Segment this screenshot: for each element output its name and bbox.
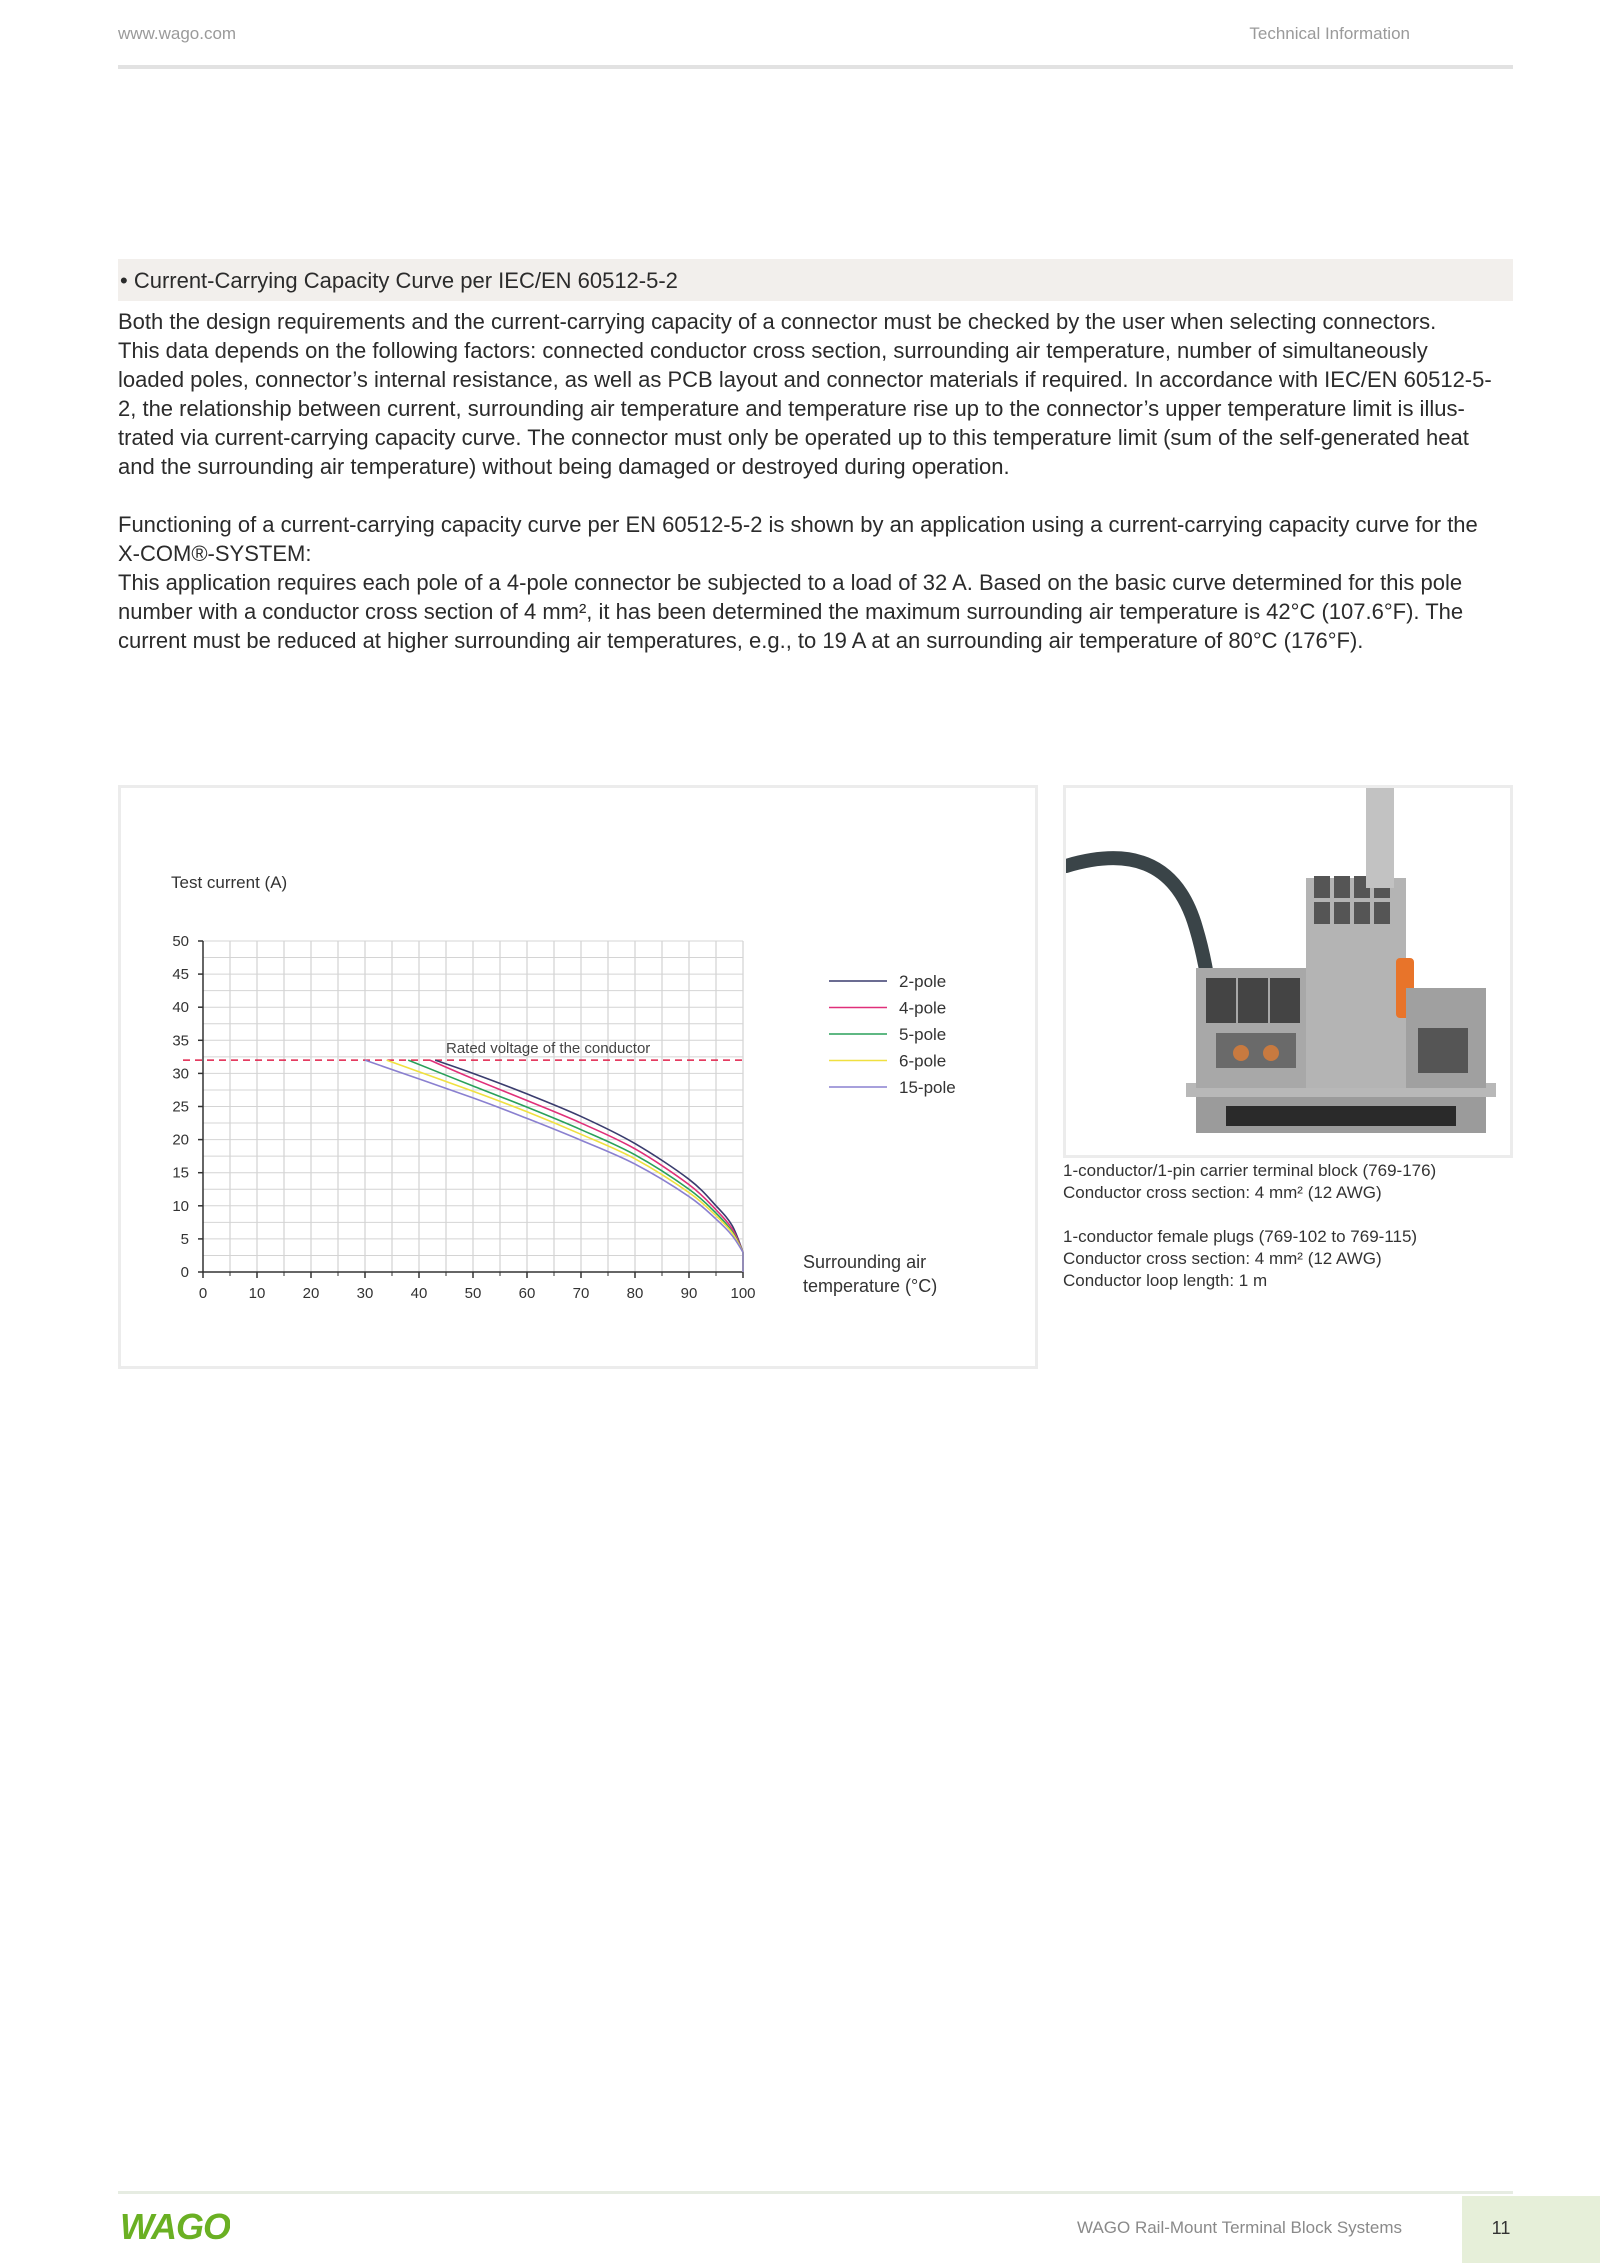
y-tick-label: 50 <box>172 933 189 950</box>
footer-publication-title: WAGO Rail-Mount Terminal Block Systems <box>1077 2218 1402 2237</box>
chart-x-axis-label-line2: temperature (°C) <box>803 1276 938 1296</box>
y-tick-label: 0 <box>180 1264 189 1281</box>
paragraph-line: This data depends on the following factors: connected conductor cross section, surrounding air temperature, number of simultaneously <box>118 338 1428 363</box>
y-tick-label: 10 <box>172 1197 189 1215</box>
paragraph-intro <box>118 307 1518 481</box>
caption-line: 1-conductor/1-pin carrier terminal block (769-176) <box>1063 1161 1437 1180</box>
photo-caption <box>1063 1160 1436 1292</box>
wago-logo <box>118 2207 230 2243</box>
x-tick-label: 30 <box>356 1285 374 1302</box>
x-tick-label: 20 <box>302 1285 320 1302</box>
legend-label-6-pole: 6-pole <box>899 1051 947 1071</box>
product-photo <box>1063 785 1513 1158</box>
chart-legend <box>829 972 956 1097</box>
x-tick-label: 10 <box>248 1285 266 1302</box>
paragraph-line: trated via current-carrying capacity curve. The connector must only be operated up to this temperature limit (sum of the self-generated heat <box>118 425 1469 450</box>
x-tick-label: 70 <box>572 1285 590 1302</box>
caption-line: 1-conductor female plugs (769-102 to 769-115) <box>1063 1227 1418 1246</box>
caption-line: Conductor cross section: 4 mm² (12 AWG) <box>1063 1249 1382 1268</box>
terminal-block-photo-icon <box>1066 788 1510 1155</box>
header-section-name: Technical Information <box>1249 24 1410 43</box>
paragraph-line: current must be reduced at higher surrounding air temperatures, e.g., to 19 A at an surrounding air temperature of 80°C (176°F). <box>118 628 1364 653</box>
paragraph-line: Functioning of a current-carrying capacity curve per EN 60512-5-2 is shown by an application using a current-carrying capacity curve for the <box>118 512 1478 537</box>
y-tick-label: 20 <box>172 1131 189 1149</box>
svg-text:WAGO: WAGO <box>120 2207 230 2243</box>
y-tick-label: 15 <box>172 1164 189 1182</box>
chart-x-axis-label-line1: Surrounding air <box>803 1252 927 1272</box>
y-tick-label: 35 <box>172 1032 189 1050</box>
y-tick-label: 25 <box>172 1098 189 1116</box>
y-tick-label: 5 <box>180 1230 189 1248</box>
paragraph-line: Both the design requirements and the current-carrying capacity of a connector must be checked by the user when selecting connectors. <box>118 309 1437 334</box>
header-divider <box>118 65 1513 69</box>
x-tick-label: 50 <box>464 1285 482 1302</box>
chart-grid <box>203 941 743 1272</box>
paragraph-application <box>118 510 1518 655</box>
paragraph-line: 2, the relationship between current, surrounding air temperature and temperature rise up to the connector’s upper temperature limit is illus- <box>118 396 1465 421</box>
x-tick-label: 0 <box>198 1285 208 1302</box>
x-tick-label: 100 <box>730 1285 756 1302</box>
y-tick-label: 45 <box>172 966 189 984</box>
x-tick-label: 60 <box>518 1285 536 1302</box>
header-website[interactable]: www.wago.com <box>118 24 237 43</box>
y-tick-label: 30 <box>172 1065 189 1083</box>
legend-label-5-pole: 5-pole <box>899 1025 947 1044</box>
page-number: 11 <box>1491 2218 1511 2238</box>
reference-line-label: Rated voltage of the conductor <box>446 1040 651 1058</box>
x-tick-label: 90 <box>680 1285 698 1302</box>
y-tick-label: 40 <box>172 999 189 1017</box>
paragraph-line: and the surrounding air temperature) without being damaged or destroyed during operation. <box>118 454 1010 479</box>
chart-axes <box>172 933 755 1302</box>
x-tick-label: 80 <box>626 1285 644 1302</box>
legend-label-2-pole: 2-pole <box>899 972 947 991</box>
paragraph-line: loaded poles, connector’s internal resistance, as well as PCB layout and connector materials if required. In accordance with IEC/EN 60512-5- <box>118 367 1492 392</box>
legend-label-15-pole: 15-pole <box>899 1078 956 1097</box>
caption-line: Conductor cross section: 4 mm² (12 AWG) <box>1063 1183 1382 1202</box>
legend-label-4-pole: 4-pole <box>899 998 947 1018</box>
chart-y-axis-label: Test current (A) <box>171 873 288 892</box>
footer-divider <box>118 2191 1513 2194</box>
caption-line: Conductor loop length: 1 m <box>1063 1271 1268 1290</box>
x-tick-label: 40 <box>410 1285 428 1302</box>
current-capacity-chart <box>121 788 1035 1366</box>
paragraph-line: X-COM®-SYSTEM: <box>118 541 312 566</box>
paragraph-line: number with a conductor cross section of 4 mm², it has been determined the maximum surrounding air temperature is 42°C (107.6°F). The <box>118 599 1464 624</box>
paragraph-line: This application requires each pole of a 4-pole connector be subjected to a load of 32 A. Based on the basic curve determined for this pole <box>118 570 1463 595</box>
section-title: • Current-Carrying Capacity Curve per IEC/EN 60512-5-2 <box>120 268 678 293</box>
chart-panel <box>118 785 1038 1369</box>
